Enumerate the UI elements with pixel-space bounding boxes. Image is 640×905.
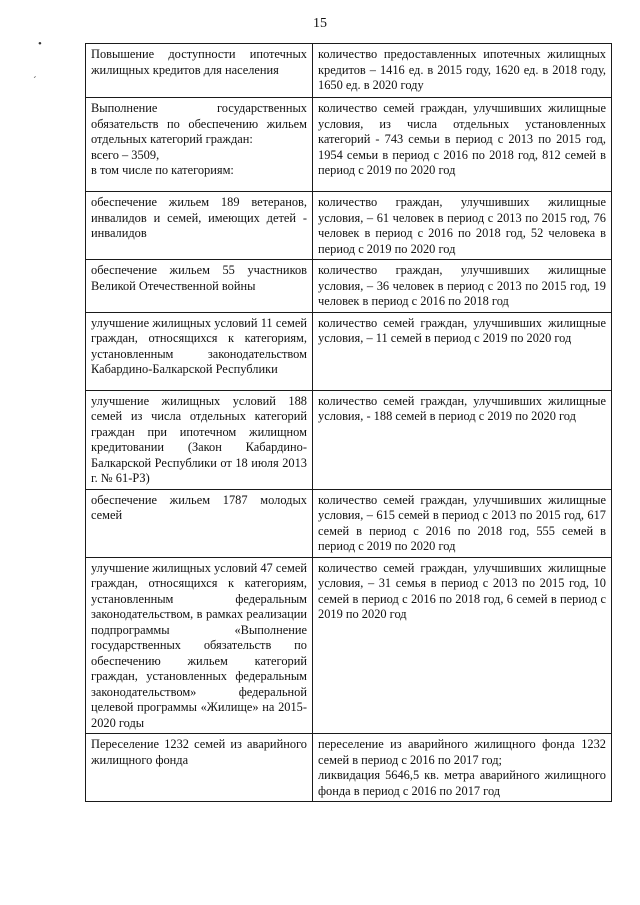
table-cell-indicator: улучшение жилищных условий 47 семей граждан, относящихся к категориям, установленным федеральным законодательством, в рамках реализации подпрограммы «Выполнение государственных обязательств по обеспечению жильем категорий граждан, установленных федеральным законодательством» федеральной целевой программы «Жилище» на 2015-2020 годы bbox=[86, 557, 313, 734]
targets-table bbox=[85, 43, 612, 802]
cell-text-liquidation: ликвидация 5646,5 кв. метра аварийного жилищного фонда в период с 2016 по 2017 год bbox=[318, 768, 606, 798]
table-row bbox=[86, 260, 612, 313]
margin-mark-dot: • bbox=[38, 38, 42, 50]
table-row bbox=[86, 312, 612, 390]
table-row bbox=[86, 489, 612, 557]
table-cell-result: количество семей граждан, улучшивших жилищные условия, – 11 семей в период с 2019 по 2020 год bbox=[313, 312, 612, 390]
table-cell-indicator: Повышение доступности ипотечных жилищных кредитов для населения bbox=[86, 44, 313, 98]
table-row bbox=[86, 192, 612, 260]
cell-text-categories: в том числе по категориям: bbox=[91, 163, 234, 177]
table-cell-result: количество семей граждан, улучшивших жилищные условия, - 188 семей в период с 2019 по 2020 год bbox=[313, 390, 612, 489]
table-cell-indicator: улучшение жилищных условий 188 семей из числа отдельных категорий граждан при ипотечном жилищном кредитовании (Закон Кабардино-Балкарской Республики от 18 июля 2013 г. № 61-РЗ) bbox=[86, 390, 313, 489]
table-cell-result: количество граждан, улучшивших жилищные условия, – 61 человек в период с 2013 по 2015 год, 76 человек в период с 2016 по 2018 год, 52 человека в период с 2019 по 2020 год bbox=[313, 192, 612, 260]
table-cell-result: количество семей граждан, улучшивших жилищные условия, – 31 семья в период с 2013 по 2015 год, 10 семей в период с 2016 по 2018 год, 6 семей в период с 2019 по 2020 год bbox=[313, 557, 612, 734]
cell-text: Выполнение государственных обязательств по обеспечению жильем отдельных категорий граждан: bbox=[91, 101, 307, 146]
cell-text-total: всего – 3509, bbox=[91, 147, 160, 162]
table-row bbox=[86, 557, 612, 734]
table-row bbox=[86, 390, 612, 489]
margin-mark-tick: ˊ bbox=[33, 75, 37, 87]
table-cell-indicator: улучшение жилищных условий 11 семей граждан, относящихся к категориям, установленным законодательством Кабардино-Балкарской Республики bbox=[86, 312, 313, 390]
table-cell-indicator: Переселение 1232 семей из аварийного жилищного фонда bbox=[86, 734, 313, 802]
table-row bbox=[86, 44, 612, 98]
table-row bbox=[86, 734, 612, 802]
table-cell-result bbox=[313, 734, 612, 802]
page-number: 15 bbox=[313, 16, 327, 31]
table-cell-result: количество предоставленных ипотечных жилищных кредитов – 1416 ед. в 2015 году, 1620 ед. в 2018 году, 1650 ед. в 2020 году bbox=[313, 44, 612, 98]
table-cell-indicator: обеспечение жильем 55 участников Великой Отечественной войны bbox=[86, 260, 313, 313]
table-cell-result: количество граждан, улучшивших жилищные условия, – 36 человек в период с 2013 по 2015 год, 19 человек в период с 2016 по 2018 год bbox=[313, 260, 612, 313]
cell-text: переселение из аварийного жилищного фонда 1232 семей в период с 2016 по 2017 год; bbox=[318, 737, 606, 767]
table-cell-indicator: обеспечение жильем 1787 молодых семей bbox=[86, 489, 313, 557]
table-cell-result: количество семей граждан, улучшивших жилищные условия, – 615 семей в период с 2013 по 2015 год, 617 семей в период с 2016 по 2018 год, 555 семей в период с 2019 по 2020 год bbox=[313, 489, 612, 557]
table-cell-indicator bbox=[86, 98, 313, 192]
table-row bbox=[86, 98, 612, 192]
table-cell-result: количество семей граждан, улучшивших жилищные условия, из числа отдельных установленных категорий - 743 семьи в период с 2013 по 2015 год, 1954 семьи в период с 2016 по 2018 год, 812 семей в период с 2019 по 2020 год bbox=[313, 98, 612, 192]
table-cell-indicator: обеспечение жильем 189 ветеранов, инвалидов и семей, имеющих детей - инвалидов bbox=[86, 192, 313, 260]
